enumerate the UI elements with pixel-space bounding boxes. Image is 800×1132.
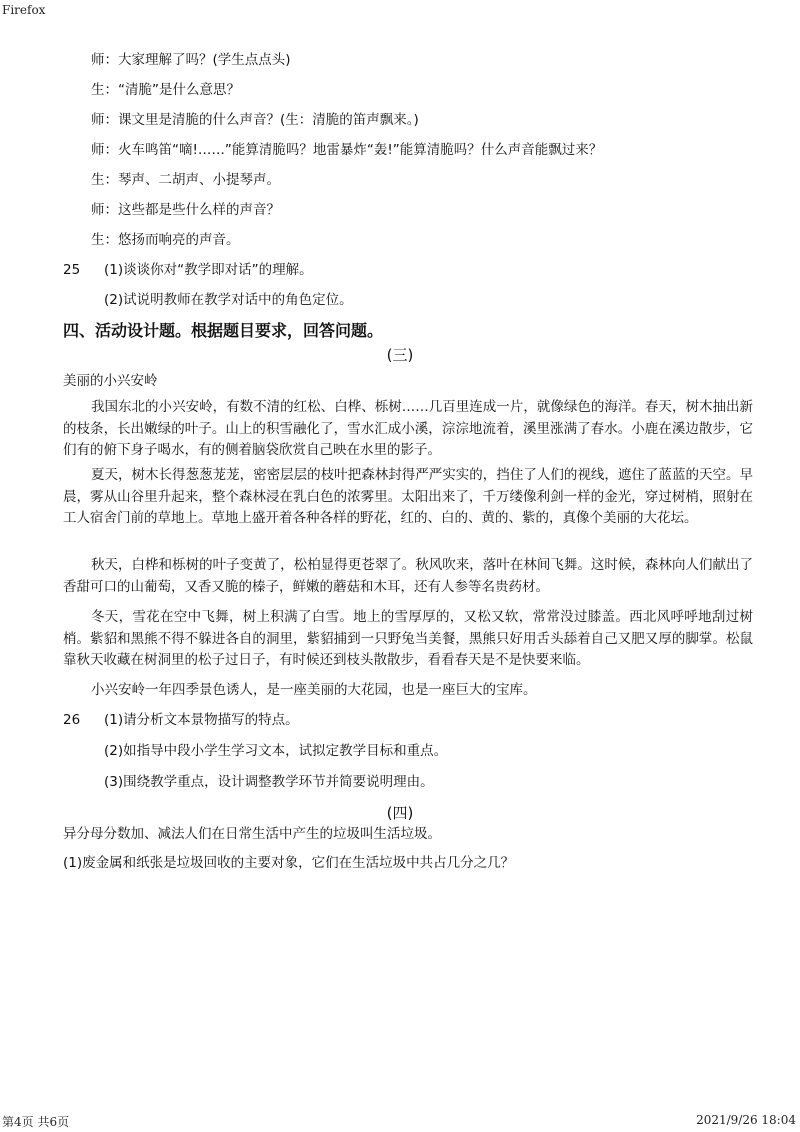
question-item: (1)请分析文本景物描写的特点。 xyxy=(104,712,299,728)
dialogue-line: 生：琴声、二胡声、小提琴声。 xyxy=(91,172,280,188)
article-paragraph: 我国东北的小兴安岭，有数不清的红松、白桦、栎树……几百里连成一片，就像绿色的海洋。春天，树木抽出新的枝条，长出嫩绿的叶子。山上的积雪融化了，雪水汇成小溪，淙淙地流着，溪里涨满了春水。小鹿在溪边散步，它们有的俯下身子喝水，有的侧着脑袋欣赏自己映在水里的影子。 xyxy=(63,399,753,458)
part-label: (三) xyxy=(386,346,414,364)
section-heading: 四、活动设计题。根据题目要求，回答问题。 xyxy=(63,321,384,340)
question-item: (3)围绕教学重点，设计调整教学环节并简要说明理由。 xyxy=(104,774,434,790)
dialogue-line: 师：大家理解了吗？(学生点点头) xyxy=(91,52,291,68)
article-title: 美丽的小兴安岭 xyxy=(63,373,158,389)
dialogue-line: 生：“清脆”是什么意思？ xyxy=(91,82,240,98)
article-paragraph: 小兴安岭一年四季景色诱人，是一座美丽的大花园，也是一座巨大的宝库。 xyxy=(91,682,537,698)
question-number: 25 xyxy=(63,262,81,278)
part-text: 异分母分数加、减法人们在日常生活中产生的垃圾叫生活垃圾。 xyxy=(63,826,441,842)
dialogue-line: 生：悠扬而响亮的声音。 xyxy=(91,232,240,248)
article-paragraph: 夏天，树木长得葱葱茏茏，密密层层的枝叶把森林封得严严实实的，挡住了人们的视线，遮住了蓝蓝的天空。早晨，雾从山谷里升起来，整个森林浸在乳白色的浓雾里。太阳出来了，千万缕像利剑一样的金光，穿过树梢，照射在工人宿舍门前的草地上。草地上盛开着各种各样的野花，红的、白的、黄的、紫的，真像个美丽的大花坛。 xyxy=(63,467,753,526)
page-number: 第4页 共6页 xyxy=(2,1115,70,1129)
print-datetime: 2021/9/26 18:04 xyxy=(696,1113,796,1127)
part-question: (1)废金属和纸张是垃圾回收的主要对象，它们在生活垃圾中共占几分之几？ xyxy=(63,855,515,871)
dialogue-line: 师：火车鸣笛“嘀!……”能算清脆吗？地雷暴炸“轰!”能算清脆吗？什么声音能飘过来？ xyxy=(91,142,603,158)
window-title: Firefox xyxy=(2,3,46,17)
dialogue-line: 师：这些都是些什么样的声音？ xyxy=(91,202,280,218)
question-number: 26 xyxy=(63,712,81,728)
dialogue-line: 师：课文里是清脆的什么声音？(生：清脆的笛声飘来。) xyxy=(91,112,419,128)
question-item: (1)谈谈你对“教学即对话”的理解。 xyxy=(104,262,313,278)
question-item: (2)试说明教师在教学对话中的角色定位。 xyxy=(104,292,353,308)
part-label: (四) xyxy=(386,804,414,822)
article-paragraph: 冬天，雪花在空中飞舞，树上积满了白雪。地上的雪厚厚的，又松又软，常常没过膝盖。西北风呼呼地刮过树梢。紫貂和黑熊不得不躲进各自的洞里，紫貂捕到一只野兔当美餐，黑熊只好用舌头舔着自己又肥又厚的脚掌。松鼠靠秋天收藏在树洞里的松子过日子，有时候还到枝头散散步，看看春天是不是快要来临。 xyxy=(63,609,753,668)
question-item: (2)如指导中段小学生学习文本，试拟定教学目标和重点。 xyxy=(104,743,448,759)
article-paragraph: 秋天，白桦和栎树的叶子变黄了，松柏显得更苍翠了。秋风吹来，落叶在林间飞舞。这时候，森林向人们献出了香甜可口的山葡萄，又香又脆的榛子，鲜嫩的蘑菇和木耳，还有人参等名贵药材。 xyxy=(63,557,753,595)
